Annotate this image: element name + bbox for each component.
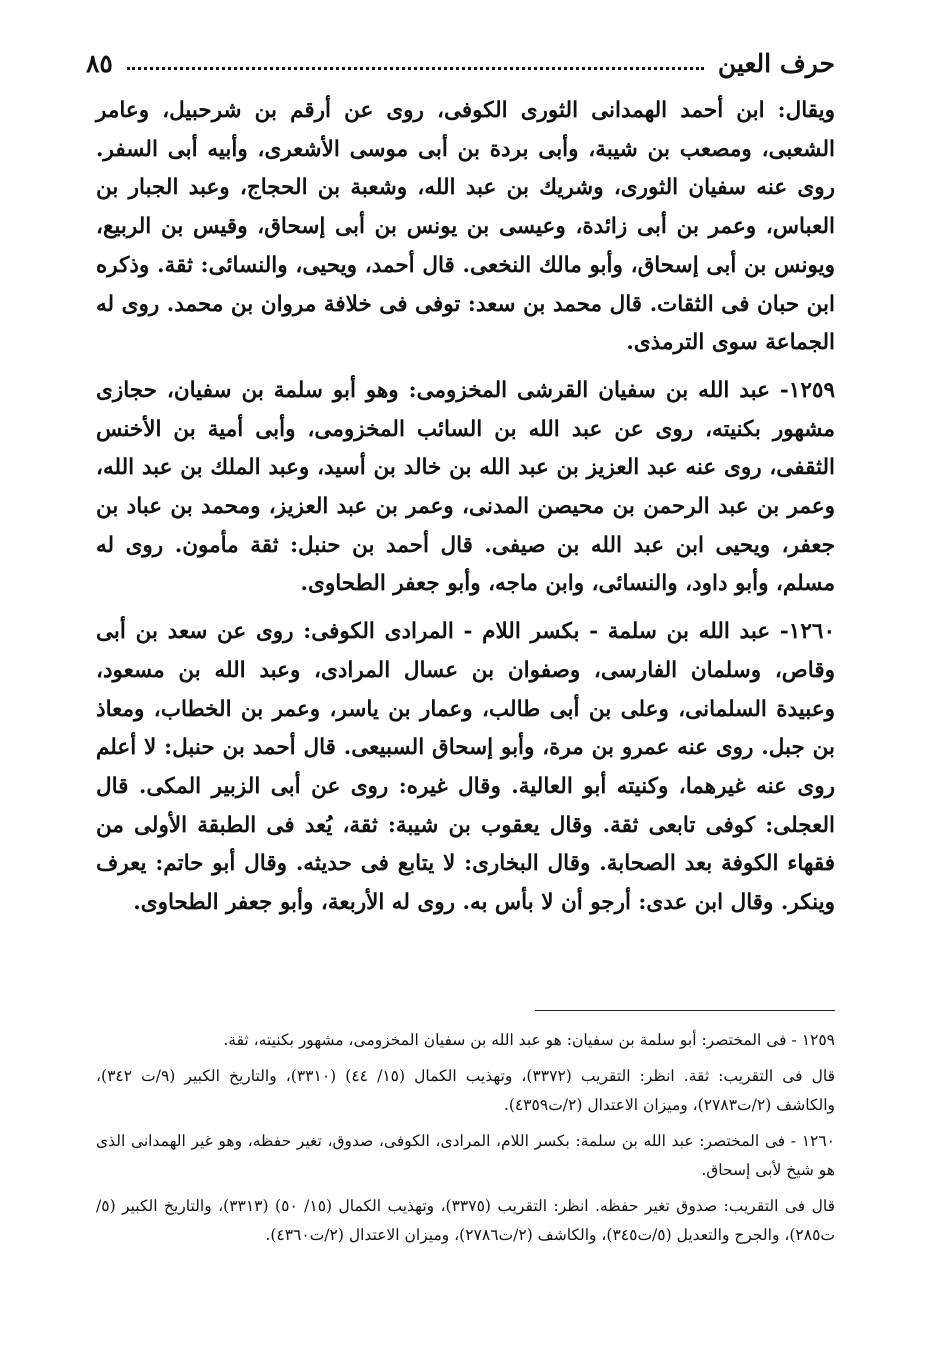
running-header [86, 38, 835, 78]
footnotes [96, 1026, 835, 1251]
footnote-1260-summary: ١٢٦٠ - فى المختصر: عبد الله بن سلمة: بكسر اللام، المرادى، الكوفى، صدوق، تغير حفظه، وهو غير الهمدانى الذى هو شيخ لأبى إسحاق. [96, 1131, 835, 1179]
entry-1260: ١٢٦٠- عبد الله بن سلمة - بكسر اللام - المرادى الكوفى: روى عن سعد بن أبى وقاص، وسلمان الفارسى، وصفوان بن عسال المرادى، وعبد الله بن مسعود، وعبيدة السلمانى، وعلى بن أبى طالب، وعمار بن ياسر، وعمر بن الخطاب، ومعاذ بن جبل. روى عنه عمرو بن مرة، وأبو إسحاق السبيعى. قال أحمد بن حنبل: لا أعلم روى عنه غيرهما، وكنيته أبو العالية. وقال غيره: روى عن أبى الزبير المكى. قال العجلى: كوفى تابعى ثقة. وقال يعقوب بن شيبة: ثقة، يُعد فى الطبقة الأولى من فقهاء الكوفة بعد الصحابة. وقال البخارى: لا يتابع فى حديثه. وقال أبو حاتم: يعرف وينكر. وقال ابن عدى: أرجو أن لا بأس به. روى له الأربعة، وأبو جعفر الطحاوى. [96, 619, 835, 916]
footnote-separator [535, 1010, 835, 1011]
main-text [96, 92, 835, 923]
footnote-1259-summary: ١٢٥٩ - فى المختصر: أبو سلمة بن سفيان: هو عبد الله بن سفيان المخزومى، مشهور بكنيته، ثقة. [223, 1031, 835, 1049]
chapter-title: حرف العين [717, 49, 835, 78]
page-number: ٨٥ [86, 49, 113, 78]
header-dotted-leader [127, 67, 704, 70]
footnote-1260-sources: قال فى التقريب: صدوق تغير حفظه. انظر: التقريب (٣٣٧٥)، وتهذيب الكمال (١٥/ ٥٠) (٣٣١٣)، والتاريخ الكبير (٥/ت٢٨٥)، والجرح والتعديل (٥/ت٣٤٥)، والكاشف (٢/ت٢٧٨٦)، وميزان الاعتدال (٢/ت٤٣٦٠). [96, 1196, 836, 1244]
continuation-paragraph: ويقال: ابن أحمد الهمدانى الثورى الكوفى، روى عن أرقم بن شرحبيل، وعامر الشعبى، ومصعب بن شيبة، وأبى بردة بن أبى موسى الأشعرى، وأبيه أبى السفر. روى عنه سفيان الثورى، وشريك بن عبد الله، وشعبة بن الحجاج، وعبد الجبار بن العباس، وعمر بن أبى زائدة، وعيسى بن يونس بن أبى إسحاق، وقيس بن الربيع، ويونس بن أبى إسحاق، وأبو مالك النخعى. قال أحمد، ويحيى، والنسائى: ثقة. وذكره ابن حبان فى الثقات. قال محمد بن سعد: توفى فى خلافة مروان بن محمد. روى له الجماعة سوى الترمذى. [96, 98, 835, 356]
entry-1259: ١٢٥٩- عبد الله بن سفيان القرشى المخزومى: وهو أبو سلمة بن سفيان، حجازى مشهور بكنيته، روى عن عبد الله بن السائب المخزومى، وأبى أمية بن الأخنس الثقفى، روى عنه عبد العزيز بن عبد الله بن خالد بن أسيد، وعبد الملك بن عبد الله، وعمر بن عبد الرحمن بن محيصن المدنى، وعمر بن عبد العزيز، ومحمد بن عباد بن جعفر، ويحيى ابن عبد الله بن صيفى. قال أحمد بن حنبل: ثقة مأمون. روى له مسلم، وأبو داود، والنسائى، وابن ماجه، وأبو جعفر الطحاوى. [96, 377, 835, 597]
footnote-1259-sources: قال فى التقريب: ثقة. انظر: التقريب (٣٣٧٢)، وتهذيب الكمال (١٥/ ٤٤) (٣٣١٠)، والتاريخ الكبير (٩/ت ٣٤٢)، والكاشف (٢/ت٢٧٨٣)، وميزان الاعتدال (٢/ت٤٣٥٩). [96, 1066, 836, 1114]
